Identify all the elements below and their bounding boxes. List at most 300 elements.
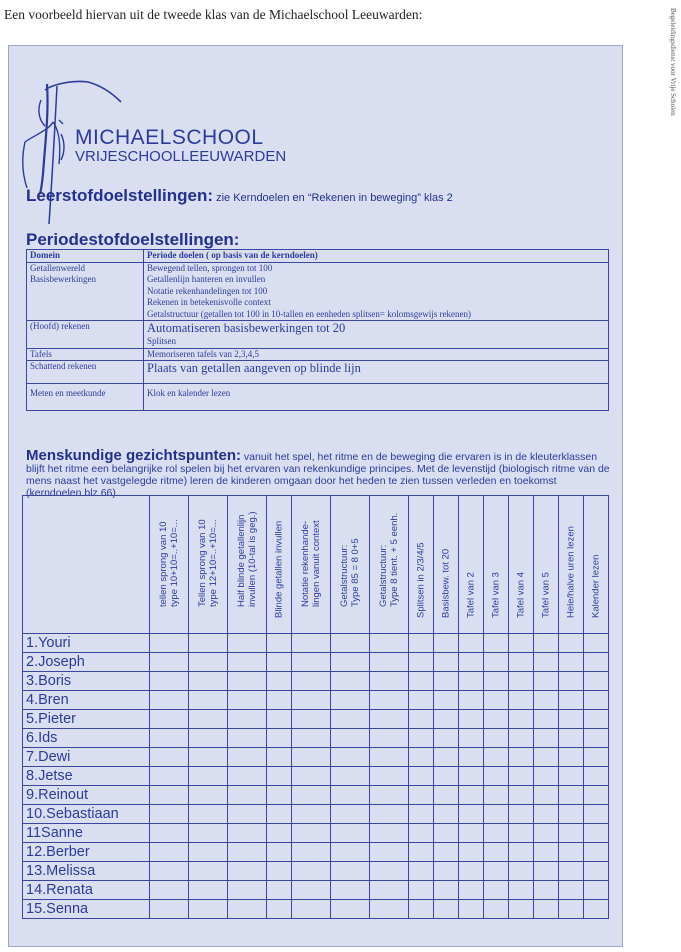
student-row [23,805,609,824]
score-cell[interactable] [292,786,331,805]
score-cell[interactable] [370,805,409,824]
score-cell[interactable] [189,691,228,710]
score-cell[interactable] [267,653,292,672]
score-cell[interactable] [292,672,331,691]
score-cell[interactable] [459,691,484,710]
score-cell[interactable] [228,862,267,881]
score-cell[interactable] [189,672,228,691]
score-cell[interactable] [509,748,534,767]
score-cell[interactable] [292,691,331,710]
score-cell[interactable] [292,805,331,824]
score-cell[interactable] [331,824,370,843]
score-cell[interactable] [267,634,292,653]
goal-line: Splitsen [147,336,177,346]
student-grid [22,495,609,919]
score-cell[interactable] [584,748,609,767]
score-cell[interactable] [534,729,559,748]
score-cell[interactable] [292,843,331,862]
score-cell[interactable] [267,843,292,862]
student-name: 12.Berber [23,843,150,862]
score-cell[interactable] [409,767,434,786]
score-cell[interactable] [484,767,509,786]
score-cell[interactable] [331,672,370,691]
domain-cell: Meten en meetkunde [27,384,144,411]
score-cell[interactable] [370,634,409,653]
score-cell[interactable] [370,710,409,729]
domain-cell: (Hoofd) rekenen [27,321,144,349]
score-cell[interactable] [267,691,292,710]
score-cell[interactable] [534,691,559,710]
score-cell[interactable] [189,824,228,843]
score-cell[interactable] [459,881,484,900]
logo-name: MICHAELSCHOOL [75,126,264,149]
score-cell[interactable] [509,786,534,805]
score-cell[interactable] [484,672,509,691]
column-label: Getalstructuur: Type 85 = 8 0+5 [339,538,361,607]
column-label: Tafel van 3 [490,572,502,618]
column-label: Basisbew. tot 20 [440,548,452,618]
student-row [23,900,609,919]
score-cell[interactable] [228,653,267,672]
score-cell[interactable] [459,824,484,843]
score-cell[interactable] [509,729,534,748]
column-header [434,496,459,634]
score-cell[interactable] [189,786,228,805]
score-cell[interactable] [150,843,189,862]
score-cell[interactable] [409,805,434,824]
periode-heading: Periodestofdoelstellingen: [26,230,240,249]
score-cell[interactable] [534,900,559,919]
goal-line: Getalstructuur (getallen tot 100 in 10-tallen en eenheden splitsen= kolomsgewijs rekenen) [147,308,471,319]
score-cell[interactable] [189,862,228,881]
column-header [267,496,292,634]
score-cell[interactable] [292,767,331,786]
score-cell[interactable] [409,748,434,767]
score-cell[interactable] [331,843,370,862]
score-cell[interactable] [434,843,459,862]
side-note-text: Begeleidingsdienst voor Vrije Scholen [669,8,677,116]
column-header [509,496,534,634]
score-cell[interactable] [370,653,409,672]
score-cell[interactable] [534,672,559,691]
score-cell[interactable] [559,900,584,919]
score-cell[interactable] [584,881,609,900]
score-cell[interactable] [267,824,292,843]
score-cell[interactable] [292,634,331,653]
student-row [23,767,609,786]
scanned-sheet [8,45,623,947]
score-cell[interactable] [584,729,609,748]
column-label: Notatie rekenhande- lingen vanuit context [300,520,322,607]
score-cell[interactable] [559,748,584,767]
score-cell[interactable] [228,634,267,653]
score-cell[interactable] [267,881,292,900]
score-cell[interactable] [292,653,331,672]
score-cell[interactable] [189,805,228,824]
score-cell[interactable] [559,862,584,881]
column-header [584,496,609,634]
score-cell[interactable] [331,634,370,653]
student-row [23,691,609,710]
header-domein: Domein [27,250,144,263]
student-row [23,824,609,843]
score-cell[interactable] [434,691,459,710]
score-cell[interactable] [331,767,370,786]
score-cell[interactable] [370,729,409,748]
score-cell[interactable] [267,729,292,748]
score-cell[interactable] [331,881,370,900]
score-cell[interactable] [150,805,189,824]
score-cell[interactable] [559,767,584,786]
score-cell[interactable] [484,900,509,919]
score-cell[interactable] [267,710,292,729]
periode-row [27,348,609,361]
column-label: Tellen sprong van 10 type 12+10=..+10=... [197,519,219,607]
score-cell[interactable] [331,653,370,672]
score-cell[interactable] [534,748,559,767]
score-cell[interactable] [189,900,228,919]
score-cell[interactable] [189,729,228,748]
periode-row [27,321,609,349]
header-doelen: Periode doelen ( op basis van de kerndoelen) [144,250,609,263]
score-cell[interactable] [370,862,409,881]
score-cell[interactable] [509,900,534,919]
score-cell[interactable] [584,710,609,729]
column-label: Splitsen in 2/3/4/5 [415,542,427,618]
score-cell[interactable] [534,862,559,881]
score-cell[interactable] [509,691,534,710]
score-cell[interactable] [409,729,434,748]
score-cell[interactable] [559,843,584,862]
score-cell[interactable] [331,786,370,805]
score-cell[interactable] [370,900,409,919]
score-cell[interactable] [150,824,189,843]
score-cell[interactable] [534,653,559,672]
score-cell[interactable] [228,767,267,786]
score-cell[interactable] [534,805,559,824]
score-cell[interactable] [150,900,189,919]
score-cell[interactable] [370,786,409,805]
score-cell[interactable] [189,653,228,672]
student-row [23,843,609,862]
score-cell[interactable] [434,824,459,843]
score-cell[interactable] [534,786,559,805]
score-cell[interactable] [459,843,484,862]
score-cell[interactable] [534,767,559,786]
score-cell[interactable] [189,843,228,862]
score-cell[interactable] [509,843,534,862]
score-cell[interactable] [150,729,189,748]
score-cell[interactable] [370,767,409,786]
score-cell[interactable] [267,672,292,691]
score-cell[interactable] [409,634,434,653]
score-cell[interactable] [189,634,228,653]
periode-row [27,361,609,384]
score-cell[interactable] [484,729,509,748]
score-cell[interactable] [584,691,609,710]
score-cell[interactable] [150,767,189,786]
score-cell[interactable] [228,824,267,843]
score-cell[interactable] [434,862,459,881]
periode-row [27,262,609,321]
score-cell[interactable] [484,748,509,767]
grid-corner [23,496,150,634]
student-row [23,729,609,748]
score-cell[interactable] [409,672,434,691]
score-cell[interactable] [370,748,409,767]
score-cell[interactable] [509,710,534,729]
score-cell[interactable] [434,634,459,653]
score-cell[interactable] [189,748,228,767]
score-cell[interactable] [150,862,189,881]
score-cell[interactable] [292,881,331,900]
score-cell[interactable] [409,862,434,881]
score-cell[interactable] [584,805,609,824]
score-cell[interactable] [484,653,509,672]
score-cell[interactable] [189,767,228,786]
score-cell[interactable] [459,748,484,767]
score-cell[interactable] [584,862,609,881]
score-cell[interactable] [434,672,459,691]
score-cell[interactable] [370,824,409,843]
score-cell[interactable] [292,710,331,729]
score-cell[interactable] [534,634,559,653]
goal-line: Notatie rekenhandelingen tot 100 [147,285,268,296]
score-cell[interactable] [509,805,534,824]
score-cell[interactable] [267,786,292,805]
score-cell[interactable] [534,824,559,843]
score-cell[interactable] [459,805,484,824]
score-cell[interactable] [189,710,228,729]
score-cell[interactable] [459,862,484,881]
student-name: 1.Youri [23,634,150,653]
score-cell[interactable] [559,881,584,900]
score-cell[interactable] [409,710,434,729]
score-cell[interactable] [434,710,459,729]
score-cell[interactable] [484,786,509,805]
score-cell[interactable] [484,805,509,824]
score-cell[interactable] [459,786,484,805]
score-cell[interactable] [584,824,609,843]
leerstof-title: Leerstofdoelstellingen: [26,186,214,205]
score-cell[interactable] [534,881,559,900]
score-cell[interactable] [150,653,189,672]
column-header [331,496,370,634]
score-cell[interactable] [459,653,484,672]
score-cell[interactable] [584,653,609,672]
score-cell[interactable] [409,691,434,710]
score-cell[interactable] [584,843,609,862]
score-cell[interactable] [584,634,609,653]
score-cell[interactable] [559,805,584,824]
score-cell[interactable] [584,672,609,691]
column-header [409,496,434,634]
score-cell[interactable] [331,729,370,748]
column-label: Hele/halve uren lezen [565,526,577,618]
periode-row [27,384,609,411]
score-cell[interactable] [409,843,434,862]
score-cell[interactable] [434,900,459,919]
domain-cell: Getallenwereld Basisbewerkingen [27,262,144,321]
score-cell[interactable] [509,824,534,843]
column-header [150,496,189,634]
score-cell[interactable] [409,824,434,843]
score-cell[interactable] [559,691,584,710]
score-cell[interactable] [509,634,534,653]
student-row [23,748,609,767]
menskundig-section [26,447,611,499]
score-cell[interactable] [228,729,267,748]
score-cell[interactable] [370,881,409,900]
score-cell[interactable] [331,900,370,919]
score-cell[interactable] [434,729,459,748]
score-cell[interactable] [559,672,584,691]
score-cell[interactable] [484,881,509,900]
score-cell[interactable] [267,862,292,881]
score-cell[interactable] [509,653,534,672]
student-name: 9.Reinout [23,786,150,805]
score-cell[interactable] [267,748,292,767]
score-cell[interactable] [559,653,584,672]
score-cell[interactable] [228,900,267,919]
student-row [23,862,609,881]
student-row [23,672,609,691]
score-cell[interactable] [150,634,189,653]
column-label: Kalender lezen [590,554,602,618]
side-note [669,8,679,208]
leerstof-text: zie Kerndoelen en “Rekenen in beweging” klas 2 [213,192,453,204]
column-header [484,496,509,634]
student-name: 13.Melissa [23,862,150,881]
score-cell[interactable] [189,881,228,900]
column-header [228,496,267,634]
score-cell[interactable] [509,881,534,900]
score-cell[interactable] [228,843,267,862]
student-name: 4.Bren [23,691,150,710]
score-cell[interactable] [228,786,267,805]
score-cell[interactable] [331,805,370,824]
score-cell[interactable] [434,767,459,786]
goal-line: Rekenen in betekenisvolle context [147,297,271,307]
score-cell[interactable] [267,805,292,824]
column-header [459,496,484,634]
score-cell[interactable] [484,691,509,710]
score-cell[interactable] [228,805,267,824]
score-cell[interactable] [331,691,370,710]
score-cell[interactable] [331,748,370,767]
student-name: 11Sanne [23,824,150,843]
score-cell[interactable] [150,748,189,767]
score-cell[interactable] [228,710,267,729]
score-cell[interactable] [509,862,534,881]
score-cell[interactable] [534,710,559,729]
score-cell[interactable] [559,729,584,748]
score-cell[interactable] [484,634,509,653]
score-cell[interactable] [292,900,331,919]
score-cell[interactable] [434,653,459,672]
score-cell[interactable] [509,672,534,691]
score-cell[interactable] [484,862,509,881]
student-name: 7.Dewi [23,748,150,767]
grid-body [23,634,609,919]
score-cell[interactable] [228,672,267,691]
score-cell[interactable] [292,862,331,881]
goal-line: Getallenlijn hanteren en invullen [147,274,266,284]
domain-cell: Tafels [27,348,144,361]
column-header [534,496,559,634]
score-cell[interactable] [459,729,484,748]
score-cell[interactable] [584,767,609,786]
score-cell[interactable] [434,881,459,900]
score-cell[interactable] [559,786,584,805]
score-cell[interactable] [434,786,459,805]
score-cell[interactable] [484,710,509,729]
column-label: Blinde getallen invullen [273,520,285,618]
score-cell[interactable] [559,824,584,843]
score-cell[interactable] [267,767,292,786]
column-label: tellen sprong van 10 type 10+10=..+10=... [158,519,180,607]
score-cell[interactable] [228,748,267,767]
goal-line: Memoriseren tafels van 2,3,4,5 [144,348,609,361]
score-cell[interactable] [150,691,189,710]
goals-cell [144,262,609,321]
score-cell[interactable] [459,900,484,919]
score-cell[interactable] [331,862,370,881]
column-header [189,496,228,634]
score-cell[interactable] [459,672,484,691]
column-label: Tafel van 4 [515,572,527,618]
score-cell[interactable] [409,881,434,900]
score-cell[interactable] [434,805,459,824]
score-cell[interactable] [370,672,409,691]
score-cell[interactable] [331,710,370,729]
score-cell[interactable] [150,672,189,691]
score-cell[interactable] [370,843,409,862]
score-cell[interactable] [150,710,189,729]
column-label: Tafel van 2 [465,572,477,618]
score-cell[interactable] [370,691,409,710]
score-cell[interactable] [484,843,509,862]
score-cell[interactable] [509,767,534,786]
score-cell[interactable] [292,824,331,843]
domain-cell: Schattend rekenen [27,361,144,384]
score-cell[interactable] [534,843,559,862]
score-cell[interactable] [559,634,584,653]
score-cell[interactable] [267,900,292,919]
score-cell[interactable] [409,653,434,672]
score-cell[interactable] [150,881,189,900]
student-name: 5.Pieter [23,710,150,729]
score-cell[interactable] [584,900,609,919]
score-cell[interactable] [484,824,509,843]
score-cell[interactable] [459,710,484,729]
score-cell[interactable] [150,786,189,805]
score-cell[interactable] [434,748,459,767]
score-cell[interactable] [228,691,267,710]
goal-line: Bewegend tellen, sprongen tot 100 [147,262,273,273]
score-cell[interactable] [292,748,331,767]
goal-line: Klok en kalender lezen [144,384,609,411]
score-cell[interactable] [292,729,331,748]
score-cell[interactable] [459,634,484,653]
score-cell[interactable] [459,767,484,786]
score-cell[interactable] [409,786,434,805]
student-row [23,881,609,900]
score-cell[interactable] [409,900,434,919]
score-cell[interactable] [584,786,609,805]
score-cell[interactable] [228,881,267,900]
score-cell[interactable] [559,710,584,729]
